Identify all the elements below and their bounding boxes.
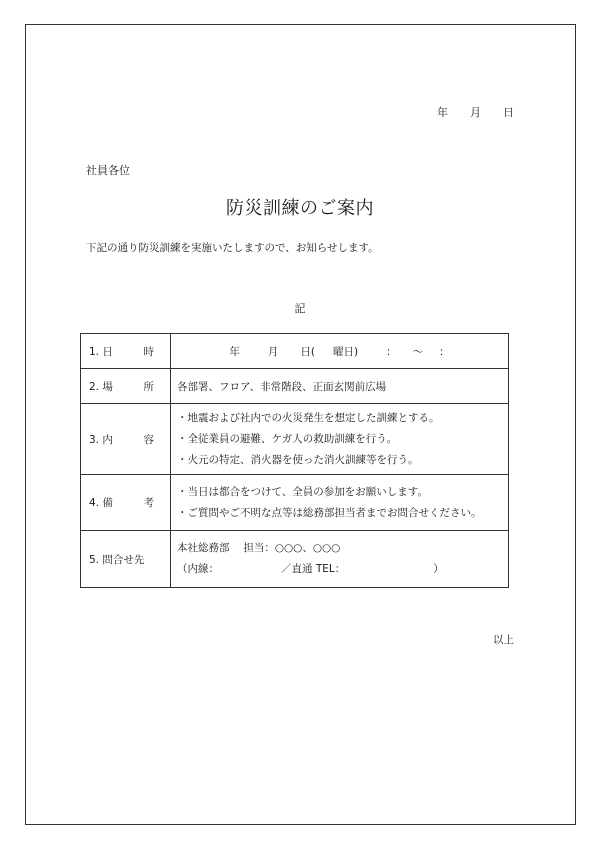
content-line: ・火元の特定、消火器を使った消火訓練等を行う。	[177, 453, 419, 466]
date-day: 日	[503, 106, 514, 119]
table-row-contact	[81, 531, 509, 588]
label-char: 時	[143, 345, 154, 358]
dt-month: 月	[267, 345, 279, 358]
dt-day: 日(	[300, 345, 315, 358]
details-table	[80, 333, 509, 588]
datetime-value-cell	[171, 334, 509, 369]
dt-tilde: ～	[412, 345, 424, 358]
contact-close-paren: ）	[433, 563, 444, 575]
contact-direct-tel: ／直通 TEL：	[281, 563, 346, 575]
dt-weekday: 曜日)	[333, 345, 359, 358]
row-number: 1.	[89, 345, 100, 358]
contact-extension: （内線：	[177, 563, 219, 575]
place-label-cell	[81, 369, 171, 404]
closing-text: 以上	[493, 634, 514, 646]
label-char: 考	[143, 497, 154, 509]
table-row-place	[81, 369, 509, 404]
date-month: 月	[470, 106, 481, 119]
remarks-label-cell	[81, 475, 171, 531]
contact-line-1: 本社総務部 担当：○○○、○○○	[177, 542, 341, 554]
content-value-cell	[171, 404, 509, 475]
row-number: 2.	[89, 380, 100, 393]
label-char: 日	[102, 345, 113, 358]
content-line: ・地震および社内での火災発生を想定した訓練とする。	[177, 411, 440, 424]
dt-year: 年	[229, 345, 240, 358]
remarks-line: ・当日は都合をつけて、全員の参加をお願いします。	[177, 485, 428, 498]
label-char: 場	[102, 380, 113, 393]
row-number: 4.	[89, 497, 100, 509]
recipient: 社員各位	[86, 164, 130, 177]
content-line: ・全従業員の避難、ケガ人の救助訓練を行う。	[177, 432, 398, 445]
label-char: 備	[102, 497, 113, 509]
label-char: 内	[102, 433, 113, 446]
contact-label-cell	[81, 531, 171, 588]
label-char: 容	[143, 433, 154, 446]
dt-colon-start: ：	[386, 345, 397, 358]
contact-value-cell	[171, 531, 509, 588]
table-row-datetime	[81, 334, 509, 369]
row-number: 3.	[89, 433, 100, 446]
remarks-value-cell	[171, 475, 509, 531]
date-line	[437, 104, 514, 120]
date-year: 年	[437, 106, 448, 119]
table-row-remarks	[81, 475, 509, 531]
ki-heading: 記	[294, 302, 306, 315]
label-char: 所	[143, 380, 154, 393]
contact-label: 問合せ先	[102, 553, 145, 566]
contact-line-2	[177, 559, 502, 580]
table-row-content	[81, 404, 509, 475]
place-value: 各部署、フロア、非常階段、正面玄関前広場	[171, 369, 509, 404]
datetime-label-cell	[81, 334, 171, 369]
intro-text: 下記の通り防災訓練を実施いたしますので、お知らせします。	[86, 242, 379, 254]
row-number: 5.	[89, 553, 100, 566]
remarks-line: ・ご質問やご不明な点等は総務部担当者までお問合せください。	[177, 506, 482, 519]
document-title: 防災訓練のご案内	[226, 198, 374, 219]
content-label-cell	[81, 404, 171, 475]
dt-colon-end: ：	[439, 345, 450, 358]
